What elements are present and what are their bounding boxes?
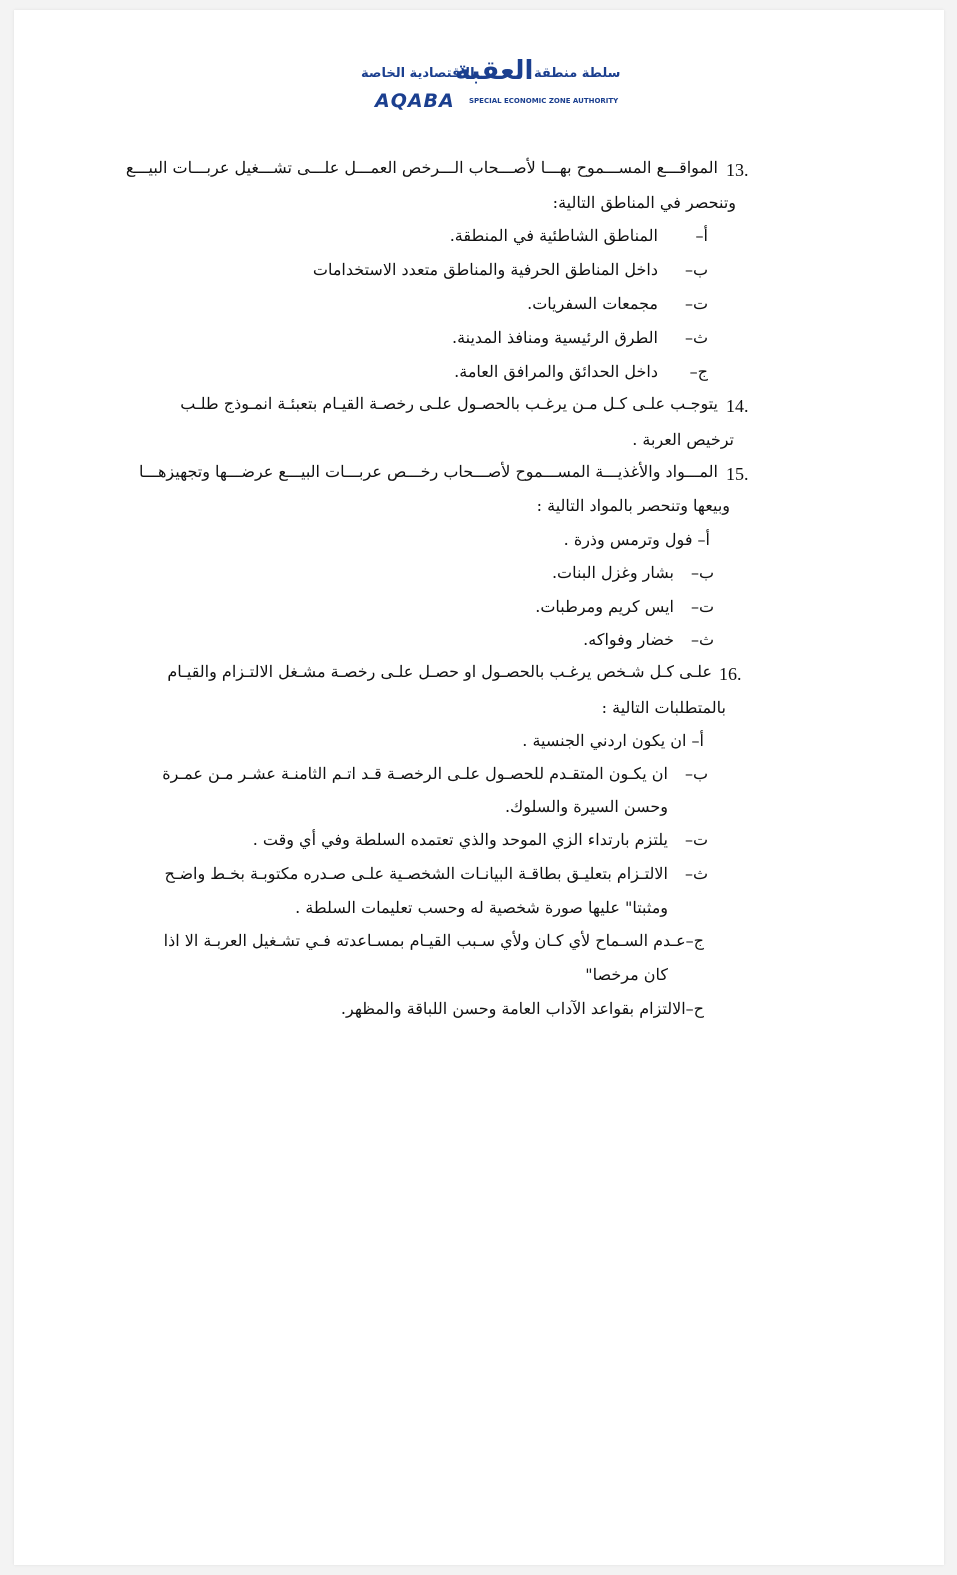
- item-13-number: 13.: [726, 160, 749, 180]
- item-13-line2: وتنحصر في المناطق التالية:: [552, 193, 736, 212]
- item-16-th-mark: ث–: [684, 864, 708, 883]
- item-13-b-mark: ب–: [684, 260, 708, 279]
- item-15-t-mark: ت–: [690, 597, 714, 616]
- item-15-b-mark: ب–: [690, 563, 714, 582]
- item-14-number: 14.: [726, 396, 749, 416]
- item-14-line2: ترخيص العربة .: [632, 430, 734, 449]
- item-15-t-text: ايس كريم ومرطبات.: [535, 597, 674, 616]
- item-13-j-text: داخل الحدائق والمرافق العامة.: [454, 362, 658, 381]
- aqaba-authority-logo: [359, 56, 629, 116]
- item-16-b-line2: وحسن السيرة والسلوك.: [504, 797, 668, 816]
- item-13-th-text: الطرق الرئيسية ومنافذ المدينة.: [451, 328, 658, 347]
- logo-en-sub: SPECIAL ECONOMIC ZONE AUTHORITY: [469, 97, 619, 105]
- item-16-line2: بالمتطلبات التالية :: [601, 698, 726, 717]
- item-16-b-line1: ان يكـون المتقـدم للحصـول علـى الرخصـة قـد اتـم الثامنـة عشـر مـن عمـرة: [162, 764, 668, 783]
- item-16-th-line2: ومثبتا" عليها صورة شخصية له وحسب تعليمات السلطة .: [295, 898, 668, 917]
- item-16-number: 16.: [719, 664, 742, 684]
- item-15-a: أ– فول وترمس وذرة .: [563, 530, 710, 549]
- item-15-line2: وبيعها وتنحصر بالمواد التالية :: [536, 496, 730, 515]
- item-13-th-mark: ث–: [684, 328, 708, 347]
- item-16-a: أ– ان يكون اردني الجنسية .: [522, 731, 704, 750]
- item-13-a-mark: أ–: [695, 226, 708, 245]
- item-16-b-mark: ب–: [684, 764, 708, 783]
- item-13-line1: المواقـــع المســـموح بهـــا لأصـــحاب الـــرخص العمـــل علـــى تشـــغيل عربـــات البيـــع: [125, 158, 718, 177]
- item-15-b-text: بشار وغزل البنات.: [551, 563, 674, 582]
- document-page: [14, 10, 944, 1565]
- item-16-j-line2: كان مرخصا": [585, 965, 668, 984]
- item-16-h: ح–الالتزام بقواعد الآداب العامة وحسن اللباقة والمظهر.: [340, 999, 704, 1018]
- logo-ar-name: العقبة: [455, 56, 534, 86]
- logo-ar-authority: سلطة منطقة: [534, 66, 621, 81]
- item-16-j-line1: ج–عـدم السـماح لأي كـان ولأي سـبب القيـام بمسـاعدته فـي تشـغيل العربـة الا اذا: [163, 931, 704, 950]
- item-16-t-mark: ت–: [684, 830, 708, 849]
- item-13-a-text: المناطق الشاطئية في المنطقة.: [449, 226, 658, 245]
- logo-ar-zone: الاقتصادية الخاصة: [361, 66, 475, 81]
- item-15-number: 15.: [726, 464, 749, 484]
- item-13-t-mark: ت–: [684, 294, 708, 313]
- item-16-t-text: يلتزم بارتداء الزي الموحد والذي تعتمده السلطة وفي أي وقت .: [252, 830, 668, 849]
- item-13-t-text: مجمعات السفريات.: [527, 294, 658, 313]
- item-15-line1: المـــواد والأغذيـــة المســـموح لأصـــحاب رخـــص عربـــات البيـــع عرضـــها وتجهيزهـــا: [139, 462, 718, 481]
- item-13-b-text: داخل المناطق الحرفية والمناطق متعدد الاستخدامات: [312, 260, 658, 279]
- item-16-th-line1: الالتـزام بتعليـق بطاقـة البيانـات الشخصـية علـى صـدره مكتوبـة بخـط واضـح: [164, 864, 668, 883]
- logo-en-name: AQABA: [375, 90, 455, 112]
- item-14-line1: يتوجـب علـى كـل مـن يرغـب بالحصـول علـى رخصـة القيـام بتعبئـة انمـوذج طلـب: [180, 394, 718, 413]
- item-15-th-text: خضار وفواكه.: [583, 630, 674, 649]
- item-16-line1: علـى كـل شـخص يرغـب بالحصـول او حصـل علـى رخصـة مشـغل الالتـزام والقيـام: [167, 662, 712, 681]
- item-13-j-mark: ج–: [689, 362, 708, 381]
- item-15-th-mark: ث–: [690, 630, 714, 649]
